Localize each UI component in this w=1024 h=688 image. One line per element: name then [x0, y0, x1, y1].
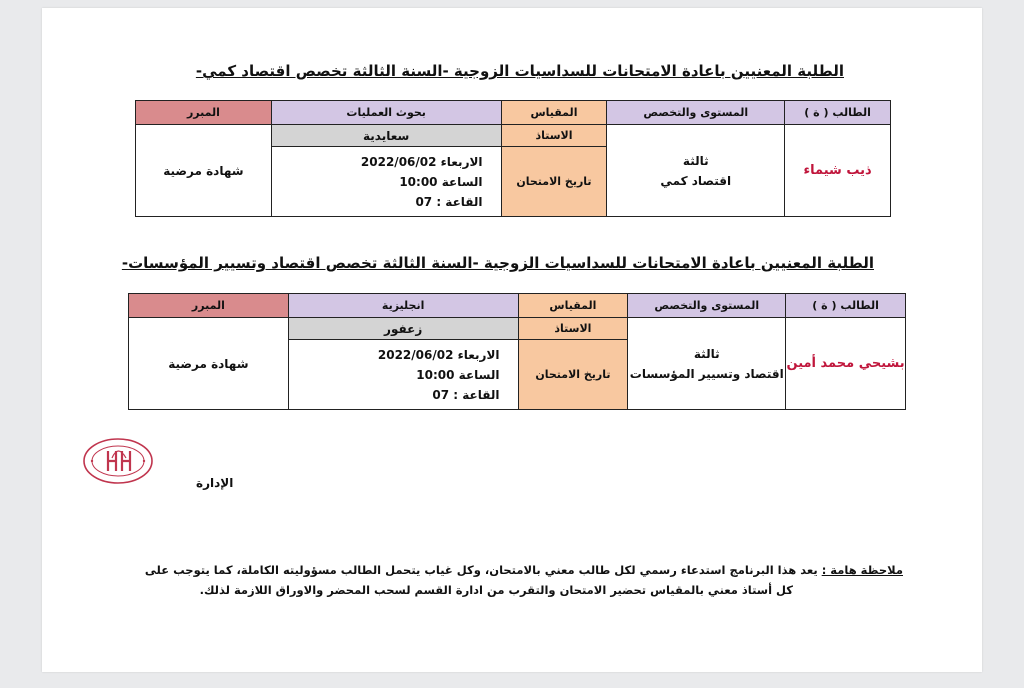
header-exam-date: تاريخ الامتحان — [518, 340, 628, 410]
header-justification: المبرر — [129, 294, 289, 318]
specialty: اقتصاد وتسيير المؤسسات — [629, 366, 784, 381]
header-level: المستوى والتخصص — [628, 294, 786, 318]
official-stamp — [82, 436, 154, 486]
module-name: بحوث العمليات — [271, 101, 501, 125]
header-exam-date: تاريخ الامتحان — [501, 147, 607, 217]
professor-name: سعايدية — [271, 125, 501, 147]
exam-date: الاربعاء 2022/06/02 — [360, 154, 483, 169]
header-level: المستوى والتخصص — [607, 101, 785, 125]
section2-title: الطلبة المعنيين باعادة الامتحانات للسداسيات الزوجية -السنة الثالثة تخصص اقتصاد وتسيير المؤسسات- — [121, 254, 874, 272]
justification: شهادة مرضية — [129, 318, 289, 410]
student-name: بشيحي محمد أمين — [786, 318, 906, 410]
level-specialty — [628, 318, 786, 410]
header-student: الطالب ( ة ) — [785, 101, 891, 125]
specialty: اقتصاد كمي — [660, 173, 732, 188]
exam-room: القاعة : 07 — [432, 387, 500, 402]
section2-table — [128, 293, 906, 410]
exam-details — [288, 340, 518, 410]
level-year: ثالثة — [693, 346, 720, 361]
header-module: المقياس — [501, 101, 607, 125]
justification: شهادة مرضية — [136, 125, 272, 217]
header-professor: الاستاذ — [518, 318, 628, 340]
exam-details — [271, 147, 501, 217]
note-text-1: يعد هذا البرنامج استدعاء رسمي لكل طالب معني بالامتحان، وكل غياب يتحمل الطالب مسؤوليته الكاملة، كما يتوجب على — [144, 563, 818, 577]
header-module: المقياس — [518, 294, 628, 318]
header-justification: المبرر — [136, 101, 272, 125]
header-student: الطالب ( ة ) — [786, 294, 906, 318]
note-line-2: كل أستاذ معني بالمقياس تحضير الامتحان والتقرب من ادارة القسم لسحب المحضر والاوراق اللازمة لذلك. — [199, 583, 793, 597]
administration-label: الإدارة — [196, 476, 234, 490]
professor-name: زعفور — [288, 318, 518, 340]
note-line-1 — [58, 560, 903, 580]
exam-date: الاربعاء 2022/06/02 — [377, 347, 500, 362]
level-year: ثالثة — [682, 153, 709, 168]
exam-time: الساعة 10:00 — [416, 367, 500, 382]
module-name: انجليزية — [288, 294, 518, 318]
header-professor: الاستاذ — [501, 125, 607, 147]
note-label: ملاحظة هامة : — [821, 563, 903, 577]
exam-time: الساعة 10:00 — [399, 174, 483, 189]
level-specialty — [607, 125, 785, 217]
section1-table — [135, 100, 891, 217]
exam-room: القاعة : 07 — [415, 194, 483, 209]
section1-title: الطلبة المعنيين باعادة الامتحانات للسداسيات الزوجية -السنة الثالثة تخصص اقتصاد كمي- — [195, 62, 844, 80]
important-note — [58, 560, 903, 600]
student-name: ذيب شيماء — [785, 125, 891, 217]
